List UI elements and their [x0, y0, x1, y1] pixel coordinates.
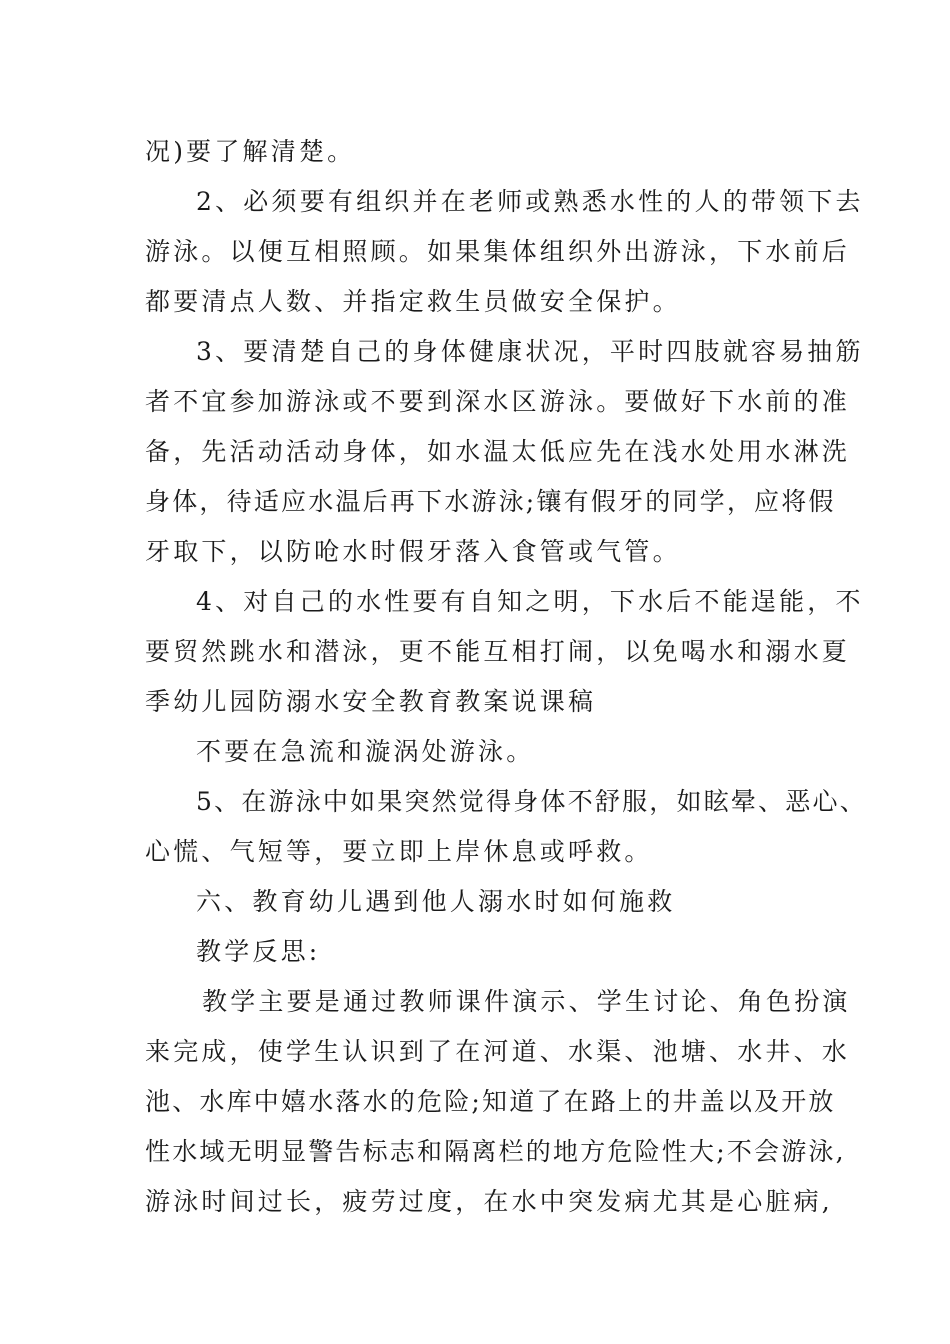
- text-line: 4、对自己的水性要有自知之明，下水后不能逞能，不: [196, 587, 864, 616]
- text-line: 身体，待适应水温后再下水游泳;镶有假牙的同学，应将假: [145, 487, 836, 516]
- section-heading: 六、教育幼儿遇到他人溺水时如何施救: [196, 887, 676, 916]
- text-line: 季幼儿园防溺水安全教育教案说课稿: [145, 687, 597, 716]
- text-line: 性水域无明显警告标志和隔离栏的地方危险性大;不会游泳,: [145, 1137, 846, 1166]
- text-line: 都要清点人数、并指定救生员做安全保护。: [145, 287, 681, 316]
- text-line: 备，先活动活动身体，如水温太低应先在浅水处用水淋洗: [145, 437, 851, 466]
- text-line: 游泳。以便互相照顾。如果集体组织外出游泳，下水前后: [145, 237, 851, 266]
- text-line: 牙取下，以防呛水时假牙落入食管或气管。: [145, 537, 681, 566]
- text-line: 游泳时间过长，疲劳过度，在水中突发病尤其是心脏病,: [145, 1187, 833, 1216]
- text-line: 来完成，使学生认识到了在河道、水渠、池塘、水井、水: [145, 1037, 851, 1066]
- text-line: 要贸然跳水和潜泳，更不能互相打闹，以免喝水和溺水夏: [145, 637, 851, 666]
- text-line: 者不宜参加游泳或不要到深水区游泳。要做好下水前的准: [145, 387, 851, 416]
- section-heading: 教学反思:: [196, 937, 321, 966]
- text-line: 况)要了解清楚。: [145, 137, 356, 166]
- text-line: 池、水库中嬉水落水的危险;知道了在路上的井盖以及开放: [145, 1087, 836, 1116]
- text-line: 2、必须要有组织并在老师或熟悉水性的人的带领下去: [196, 187, 864, 216]
- text-line: 3、要清楚自己的身体健康状况，平时四肢就容易抽筋: [196, 337, 864, 366]
- text-line: 不要在急流和漩涡处游泳。: [196, 737, 535, 766]
- text-line: 心慌、气短等，要立即上岸休息或呼救。: [145, 837, 653, 866]
- text-line: 教学主要是通过教师课件演示、学生讨论、角色扮演: [202, 987, 851, 1016]
- text-line: 5、在游泳中如果突然觉得身体不舒服，如眩晕、恶心、: [196, 787, 867, 816]
